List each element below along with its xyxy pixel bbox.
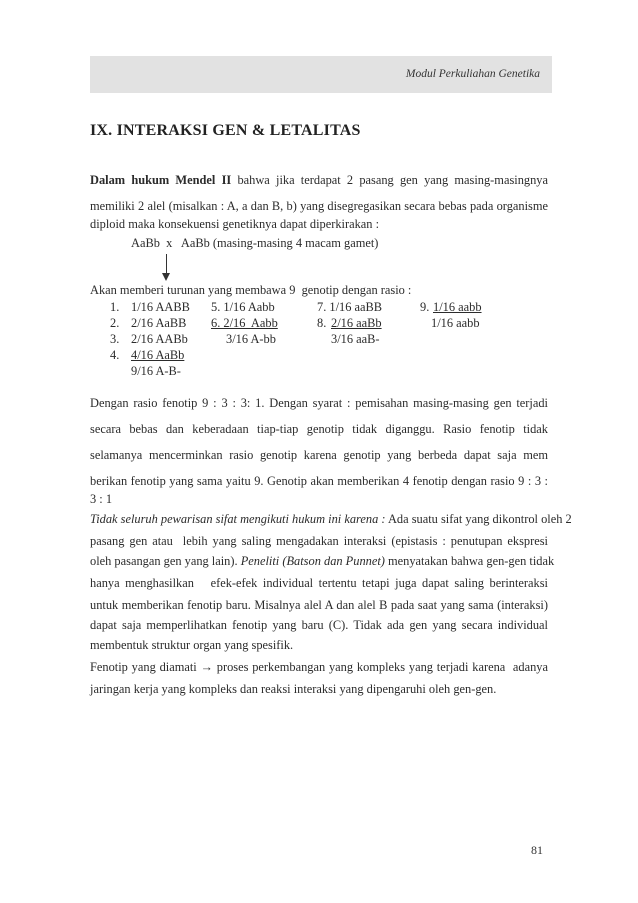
ratio-item: 4/16 AaBb: [131, 348, 185, 362]
ratio-item: 2/16 AaBB: [131, 316, 187, 330]
page-number: 81: [531, 843, 543, 857]
ratio-item: 1/16 aabb: [433, 300, 482, 314]
ratio-num: 1.: [110, 300, 120, 314]
ratio-num: 9.: [420, 300, 430, 314]
ratio-item: 2/16 AABb: [131, 332, 188, 346]
para3-line-5: untuk memberikan fenotip baru. Misalnya alel A dan alel B pada saat yang sama (interaksi): [90, 598, 548, 612]
ratio-item: 7. 1/16 aaBB: [317, 300, 383, 314]
running-header-title: Modul Perkuliahan Genetika: [405, 68, 540, 80]
down-arrow-icon: [162, 273, 170, 281]
chapter-title: IX. INTERAKSI GEN & LETALITAS: [90, 122, 361, 139]
para2-line-1: Dengan rasio fenotip 9 : 3 : 3: 1. Dengan syarat : pemisahan masing-masing gen terjadi: [90, 396, 548, 410]
para3-line-1-rest: Ada suatu sifat yang dikontrol oleh 2: [387, 512, 572, 526]
ratio-item: 2/16 aaBb: [331, 316, 382, 330]
running-header: [90, 56, 552, 93]
para2-line-4: berikan fenotip yang sama yaitu 9. Genotip akan memberikan 4 fenotip dengan rasio 9 : 3 :: [90, 474, 548, 488]
ratio-item: 5. 1/16 Aabb: [211, 300, 275, 314]
intro-line-3: diploid maka konsekuensi genetiknya dapat diperkirakan :: [90, 217, 380, 231]
para3-line-6: dapat saja memperlihatkan fenotip yang baru (C). Tidak ada gen yang secara individual: [90, 618, 548, 632]
para2-line-3: selamanya mencerminkan rasio genotip karena genotip yang berbeda dapat saja mem: [90, 448, 548, 462]
para3-italic-lead: Tidak seluruh pewarisan sifat mengikuti hukum ini karena :: [90, 512, 386, 526]
ratio-num: 8.: [317, 316, 327, 330]
para4-line-2: jaringan kerja yang kompleks dan reaksi interaksi yang dipengaruhi oleh gen-gen.: [90, 682, 497, 696]
para3-line-3: [90, 553, 555, 569]
para2-line-5: 3 : 1: [90, 492, 113, 506]
intro-line-2: memiliki 2 alel (misalkan : A, a dan B, b) yang disegregasikan secara bebas pada organisme: [90, 199, 548, 213]
para4-line-1: Fenotip yang diamati → proses perkembangan yang kompleks yang terjadi karena adanya: [90, 660, 548, 674]
para3-line-4: hanya menghasilkan efek-efek individual tertentu tetapi juga dapat saling berinteraksi: [90, 576, 548, 590]
ratio-num: 3.: [110, 332, 120, 346]
ratio-sum: 3/16 aaB-: [331, 332, 380, 346]
ratio-sum: 9/16 A-B-: [131, 364, 181, 378]
para3-line-3-a: oleh pasangan gen yang lain).: [90, 554, 238, 568]
ratio-num: 2.: [110, 316, 120, 330]
ratio-item: 6. 2/16 Aabb: [211, 316, 278, 330]
ratio-sum: 3/16 A-bb: [226, 332, 276, 346]
para3-line-7: membentuk struktur organ yang spesifik.: [90, 638, 294, 652]
ratio-sum: 1/16 aabb: [431, 316, 480, 330]
intro-line-1: [90, 172, 548, 188]
ratio-num: 4.: [110, 348, 120, 362]
intro-bold-phrase: Dalam hukum Mendel II: [90, 173, 232, 187]
ratio-intro: Akan memberi turunan yang membawa 9 genotip dengan rasio :: [90, 283, 412, 297]
cross-notation: AaBb x AaBb (masing-masing 4 macam gamet): [131, 236, 379, 250]
intro-line-1-rest: bahwa jika terdapat 2 pasang gen yang masing-masingnya: [237, 173, 548, 187]
para3-line-1: [90, 511, 572, 527]
para3-line-2: pasang gen atau lebih yang saling mengadakan interaksi (epistasis : penutupan ekspresi: [90, 534, 548, 548]
para2-line-2: secara bebas dan keberadaan tiap-tiap genotip tidak diganggu. Rasio fenotip tidak: [90, 422, 548, 436]
para3-researchers: Peneliti (Batson dan Punnet): [240, 554, 385, 568]
ratio-item: 1/16 AABB: [131, 300, 190, 314]
para3-line-3-b: menyatakan bahwa gen-gen tidak: [388, 554, 555, 568]
